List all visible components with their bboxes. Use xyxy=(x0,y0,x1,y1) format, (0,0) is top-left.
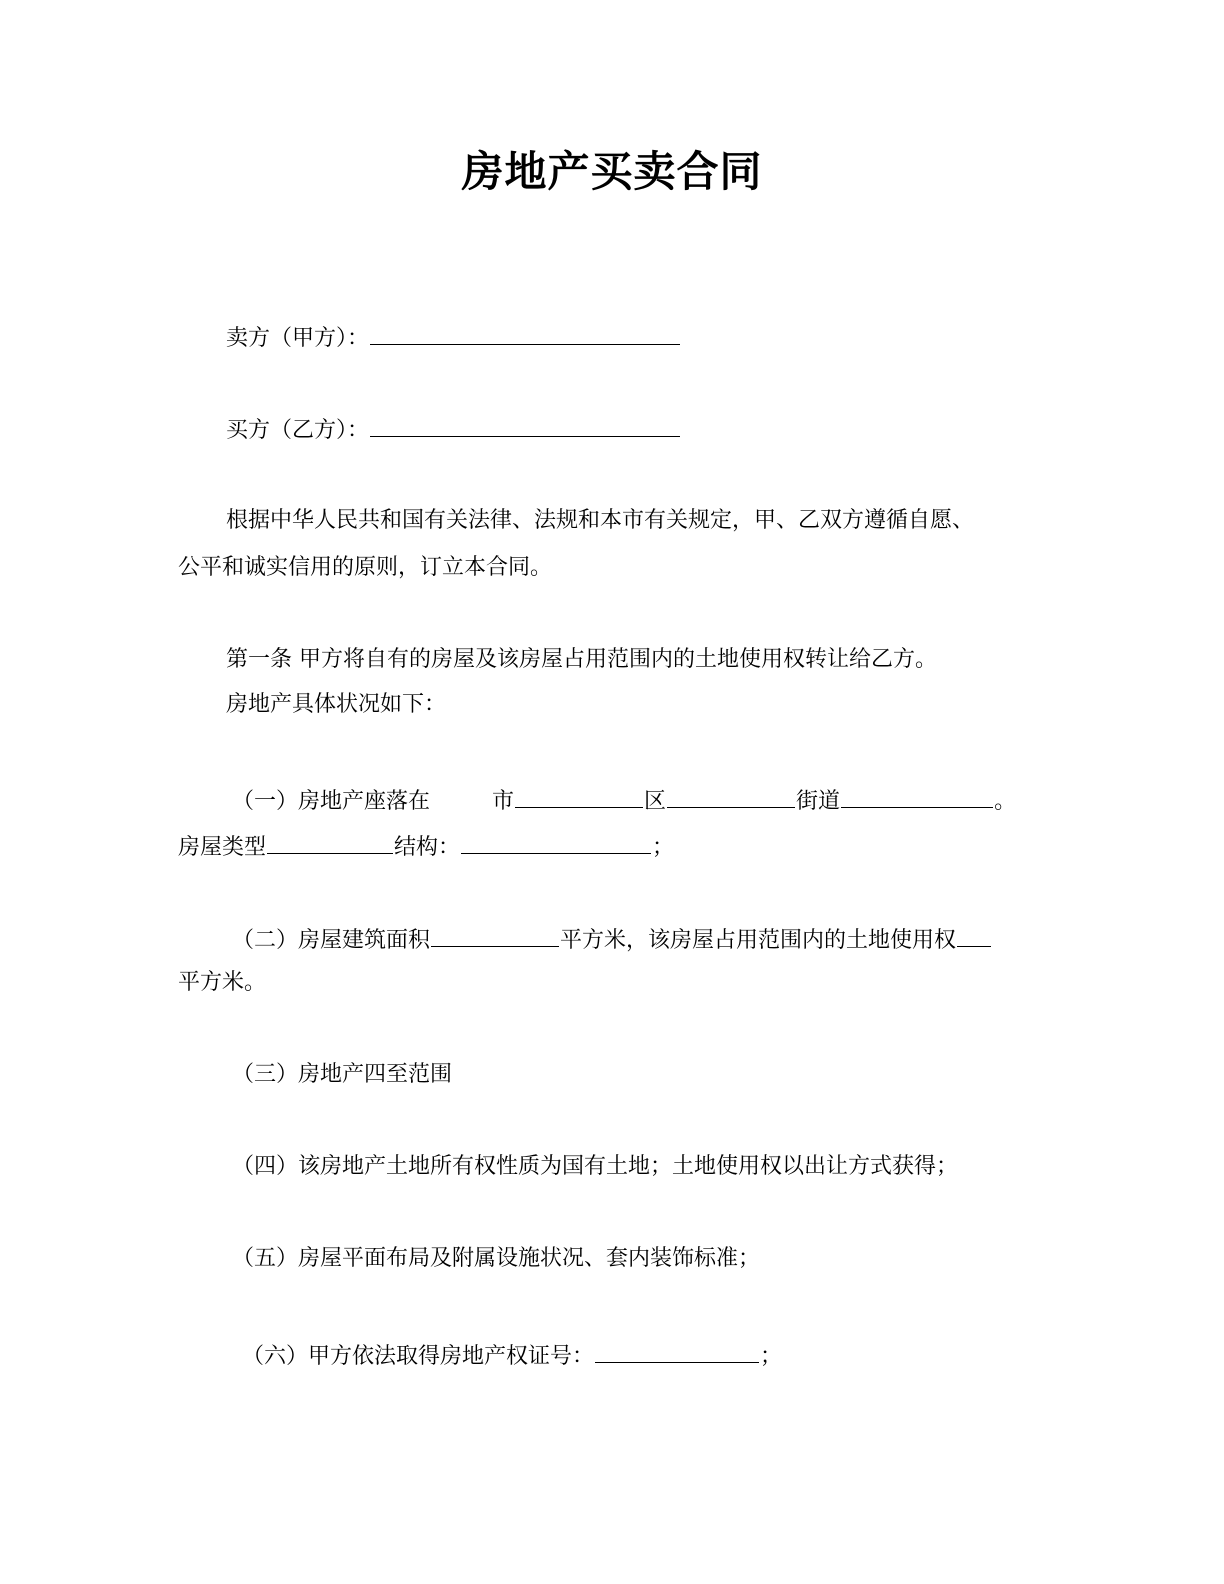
district-blank[interactable] xyxy=(667,783,795,808)
building-area-blank[interactable] xyxy=(431,922,559,947)
item4-line: （四）该房地产土地所有权性质为国有土地；土地使用权以出让方式获得； xyxy=(232,1154,959,1179)
buyer-blank[interactable] xyxy=(370,412,680,437)
preamble-line-2: 公平和诚实信用的原则，订立本合同。 xyxy=(178,555,553,580)
item2-middle: 平方米，该房屋占用范围内的土地使用权 xyxy=(560,928,957,953)
item5-line: （五）房屋平面布局及附属设施状况、套内装饰标准； xyxy=(232,1246,761,1271)
article1-line-1: 第一条 甲方将自有的房屋及该房屋占用范围内的土地使用权转让给乙方。 xyxy=(226,647,937,672)
item2-line-1 xyxy=(232,922,992,956)
item6-prefix: （六）甲方依法取得房地产权证号： xyxy=(242,1344,595,1369)
item1-city: 市 xyxy=(492,789,515,814)
seller-label: 卖方（甲方）： xyxy=(226,326,370,351)
item1-structure-label: 结构： xyxy=(394,835,461,860)
preamble-line-1: 根据中华人民共和国有关法律、法规和本市有关规定，甲、乙双方遵循自愿、 xyxy=(226,508,975,533)
seller-line xyxy=(226,320,681,354)
seller-blank[interactable] xyxy=(370,320,680,345)
item6-line xyxy=(242,1338,782,1372)
document-title: 房地产买卖合同 xyxy=(461,147,763,196)
land-area-blank[interactable] xyxy=(957,922,991,947)
item1-street: 街道 xyxy=(796,789,841,814)
item3-line: （三）房地产四至范围 xyxy=(232,1062,453,1087)
item1-type-label: 房屋类型 xyxy=(178,835,267,860)
item1-line-2 xyxy=(178,829,674,863)
item1-prefix: （一）房地产座落在 xyxy=(232,789,431,814)
article1-line-2: 房地产具体状况如下： xyxy=(226,692,447,717)
street-blank[interactable] xyxy=(841,783,993,808)
city-blank[interactable] xyxy=(515,783,643,808)
buyer-label: 买方（乙方）： xyxy=(226,418,370,443)
item1-line2-end: ； xyxy=(652,835,675,860)
item1-line-1 xyxy=(232,783,1016,817)
item2-prefix: （二）房屋建筑面积 xyxy=(232,928,431,953)
item1-end: 。 xyxy=(994,789,1017,814)
item2-line-2: 平方米。 xyxy=(178,970,267,995)
structure-blank[interactable] xyxy=(461,829,651,854)
item1-district: 区 xyxy=(644,789,667,814)
item6-end: ； xyxy=(760,1344,783,1369)
certificate-number-blank[interactable] xyxy=(595,1338,759,1363)
house-type-blank[interactable] xyxy=(267,829,393,854)
buyer-line xyxy=(226,412,681,446)
